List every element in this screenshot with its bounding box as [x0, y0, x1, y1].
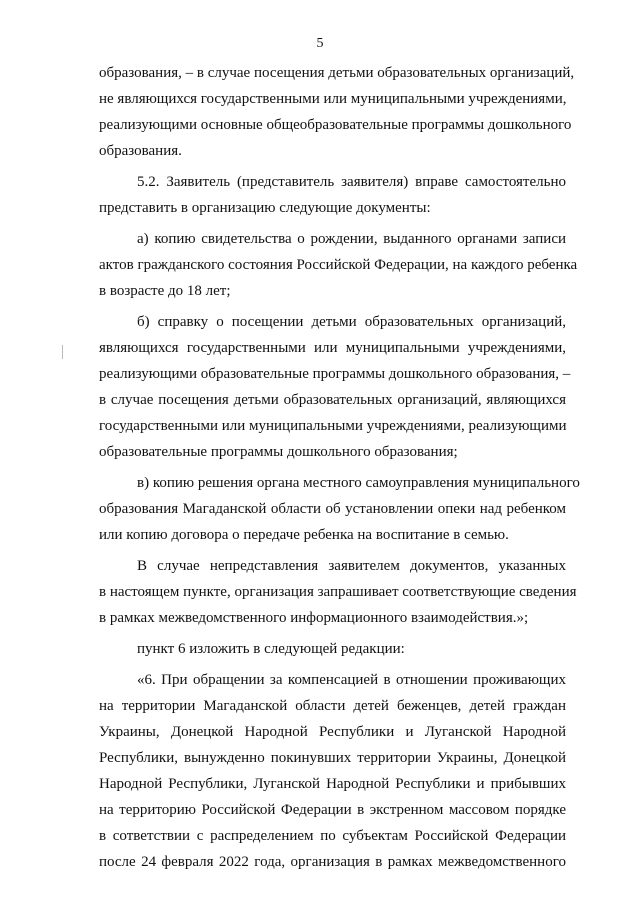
text-line: в рамках межведомственного информационного взаимодействия.»;	[99, 610, 529, 626]
text-line: на территории Магаданской области детей беженцев, детей граждан	[99, 698, 566, 714]
text-line: в сответствии с распределением по субъектам Российской Федерации	[99, 828, 566, 844]
text-line: после 24 февраля 2022 года, организация в рамках межведомственного	[99, 854, 566, 870]
text-line: 5.2. Заявитель (представитель заявителя) вправе самостоятельно	[137, 174, 566, 190]
text-line: в возрасте до 18 лет;	[99, 283, 231, 299]
text-line: не являющихся государственными или муниципальными учреждениями,	[99, 91, 567, 107]
text-line: образования Магаданской области об установлении опеки над ребенком	[99, 501, 566, 517]
text-line: образовательные программы дошкольного образования;	[99, 444, 458, 460]
margin-mark	[62, 345, 63, 359]
paragraph	[99, 553, 577, 631]
text-line: реализующими основные общеобразовательные программы дошкольного	[99, 117, 572, 133]
paragraph	[99, 636, 566, 662]
paragraph	[99, 667, 566, 875]
text-line: образования, – в случае посещения детьми образовательных организаций,	[99, 65, 575, 81]
text-line: Республики, вынужденно покинувших территории Украины, Донецкой	[99, 750, 566, 766]
text-line: а) копию свидетельства о рождении, выданного органами записи	[137, 231, 566, 247]
text-line: представить в организацию следующие документы:	[99, 200, 431, 216]
page-number: 5	[316, 36, 324, 51]
text-line: В случае непредставления заявителем документов, указанных	[137, 558, 566, 574]
text-line: актов гражданского состояния Российской Федерации, на каждого ребенка	[99, 257, 578, 273]
text-line: в случае посещения детьми образовательных организаций, являющихся	[99, 392, 566, 408]
text-line: являющихся государственными или муниципальными учреждениями,	[99, 340, 566, 356]
text-line: «6. При обращении за компенсацией в отношении проживающих	[137, 672, 566, 688]
text-line: в настоящем пункте, организация запрашивает соответствующие сведения	[99, 584, 577, 600]
paragraph	[99, 309, 571, 465]
paragraph	[99, 226, 578, 304]
paragraph	[99, 169, 566, 221]
text-line: реализующими образовательные программы дошкольного образования, –	[99, 366, 571, 382]
paragraph	[99, 470, 580, 548]
text-line: или копию договора о передаче ребенка на воспитание в семью.	[99, 527, 509, 543]
text-line: б) справку о посещении детьми образовательных организаций,	[137, 314, 566, 330]
paragraph	[99, 60, 575, 164]
document-body	[99, 60, 580, 875]
text-line: Народной Республики, Луганской Народной Республики и прибывших	[99, 776, 566, 792]
text-line: Украины, Донецкой Народной Республики и Луганской Народной	[99, 724, 566, 740]
text-line: государственными или муниципальными учреждениями, реализующими	[99, 418, 567, 434]
text-line: в) копию решения органа местного самоуправления муниципального	[137, 475, 580, 491]
text-line: на территорию Российской Федерации в экстренном массовом порядке	[99, 802, 566, 818]
text-line: образования.	[99, 143, 182, 159]
text-line: пункт 6 изложить в следующей редакции:	[137, 641, 405, 657]
